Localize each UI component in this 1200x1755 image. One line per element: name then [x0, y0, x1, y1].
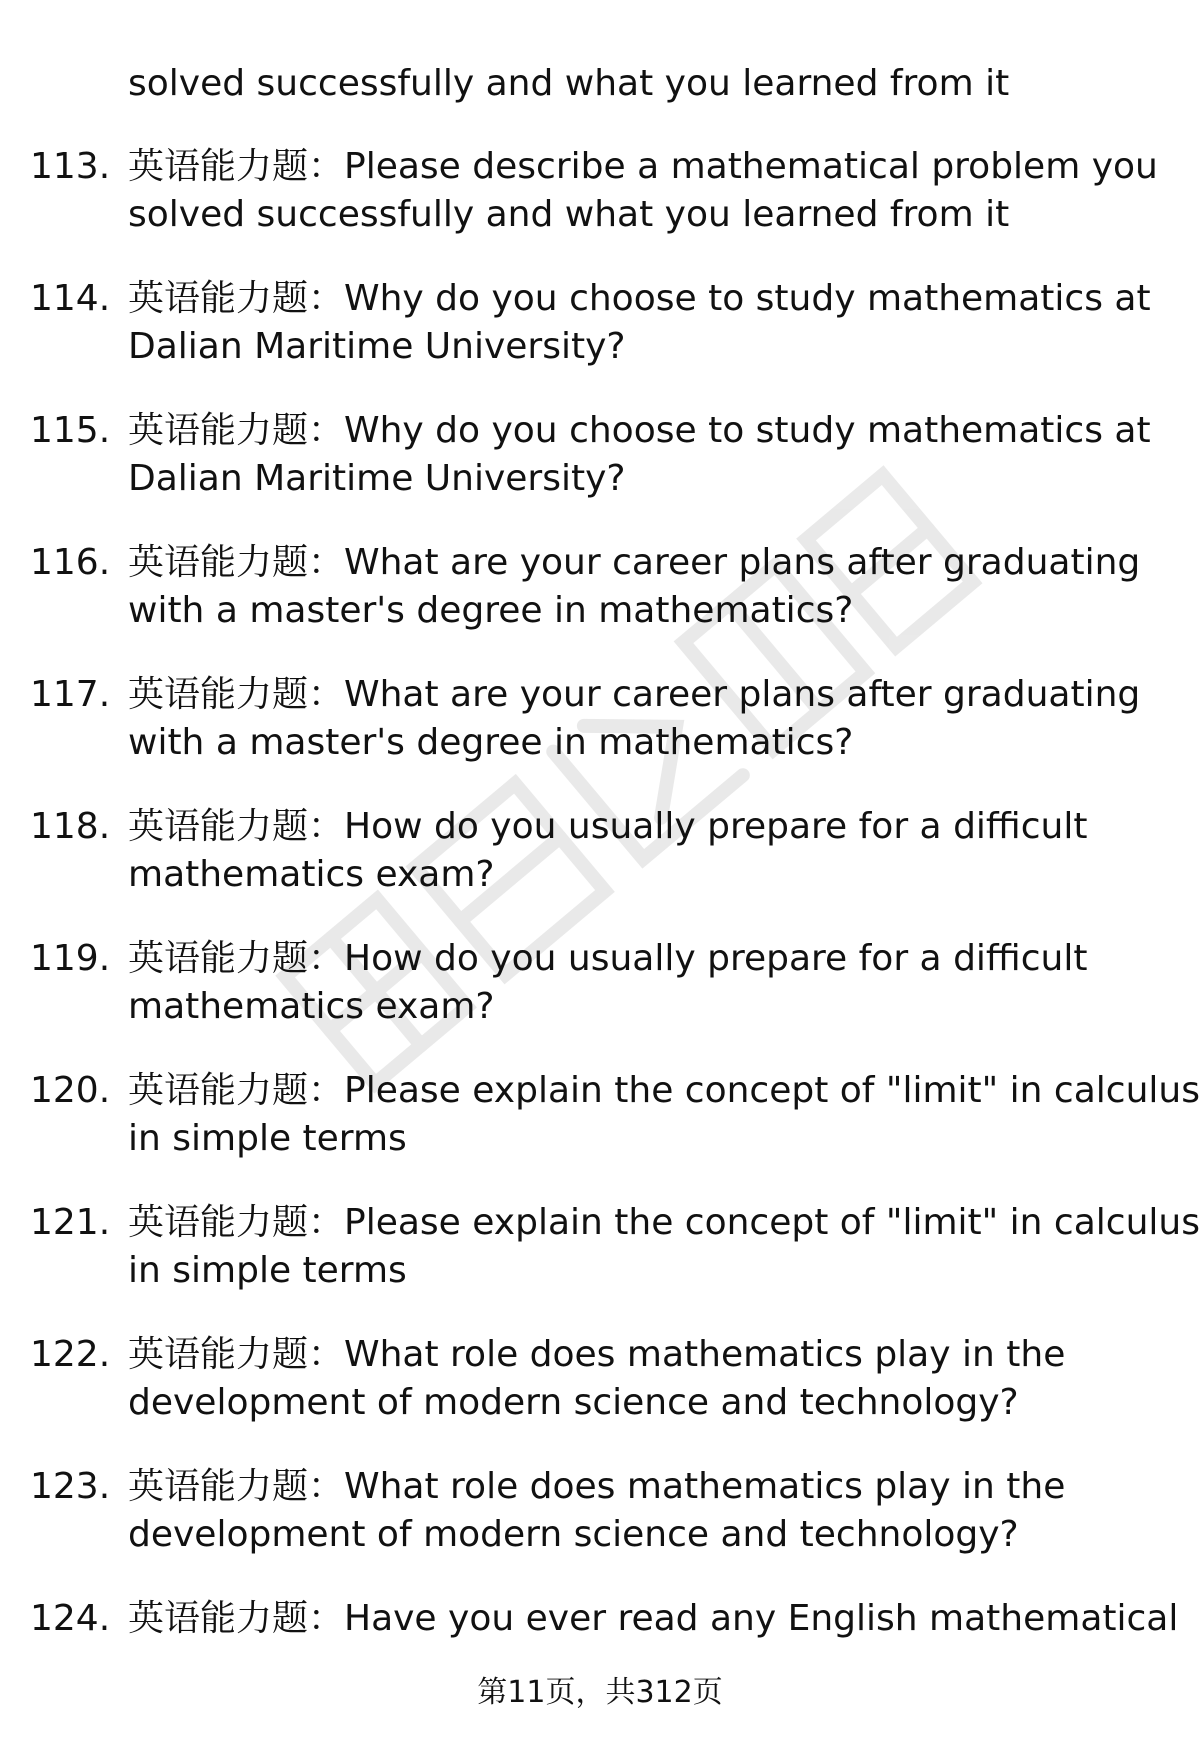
question-number: 113. — [30, 146, 111, 187]
question-list — [0, 143, 1200, 1727]
page-footer: 第11页，共312页 — [477, 1675, 723, 1710]
question-line-2: solved successfully and what you learned from it — [128, 194, 1010, 235]
question-item — [0, 275, 1200, 407]
question-text — [128, 671, 1168, 767]
question-line-1: 英语能力题：Please explain the concept of "limit" in calculus — [128, 1070, 1200, 1111]
question-text — [128, 539, 1168, 635]
question-line-2: development of modern science and technology? — [128, 1514, 1019, 1555]
question-item — [0, 143, 1200, 275]
question-line-2: Dalian Maritime University? — [128, 326, 626, 367]
question-number: 114. — [30, 278, 111, 319]
question-number: 120. — [30, 1070, 111, 1111]
question-line-1: 英语能力题：Why do you choose to study mathematics at — [128, 410, 1151, 451]
question-text — [128, 1199, 1200, 1295]
question-text — [128, 275, 1168, 371]
question-line-1: 英语能力题：What role does mathematics play in the — [128, 1334, 1066, 1375]
question-line-2: in simple terms — [128, 1118, 407, 1159]
question-line-1: 英语能力题：How do you usually prepare for a difficult — [128, 938, 1088, 979]
question-item — [0, 935, 1200, 1067]
question-text — [128, 143, 1168, 239]
question-number: 123. — [30, 1466, 111, 1507]
question-line-1: 英语能力题：What are your career plans after graduating — [128, 674, 1141, 715]
question-line-1: 英语能力题：Please describe a mathematical problem you — [128, 146, 1158, 187]
question-line-2: mathematics exam? — [128, 986, 495, 1027]
question-item — [0, 803, 1200, 935]
question-line-1: 英语能力题：Why do you choose to study mathematics at — [128, 278, 1151, 319]
question-item — [0, 1199, 1200, 1331]
question-line-1: 英语能力题：What are your career plans after graduating — [128, 542, 1141, 583]
question-number: 116. — [30, 542, 111, 583]
question-number: 115. — [30, 410, 111, 451]
question-line-1: 英语能力题：How do you usually prepare for a difficult — [128, 806, 1088, 847]
question-text — [128, 407, 1168, 503]
question-item — [0, 671, 1200, 803]
question-number: 118. — [30, 806, 111, 847]
question-number: 119. — [30, 938, 111, 979]
question-number: 124. — [30, 1598, 111, 1639]
question-text — [128, 1067, 1200, 1163]
question-number: 122. — [30, 1334, 111, 1375]
question-line-2: development of modern science and technology? — [128, 1382, 1019, 1423]
continuation-line: solved successfully and what you learned from it — [128, 63, 1010, 104]
question-line-2: with a master's degree in mathematics? — [128, 590, 854, 631]
question-text — [128, 1595, 1179, 1643]
question-line-2: in simple terms — [128, 1250, 407, 1291]
question-text — [128, 803, 1168, 899]
question-line-1: 英语能力题：Please explain the concept of "limit" in calculus — [128, 1202, 1200, 1243]
question-text — [128, 935, 1168, 1031]
question-line-1: 英语能力题：What role does mathematics play in the — [128, 1466, 1066, 1507]
question-text — [128, 1463, 1168, 1559]
question-item — [0, 407, 1200, 539]
question-text — [128, 1331, 1168, 1427]
question-item — [0, 1067, 1200, 1199]
question-number: 117. — [30, 674, 111, 715]
question-item — [0, 539, 1200, 671]
question-line-1: 英语能力题：Have you ever read any English mathematical — [128, 1598, 1179, 1639]
question-number: 121. — [30, 1202, 111, 1243]
question-line-2: Dalian Maritime University? — [128, 458, 626, 499]
question-line-2: mathematics exam? — [128, 854, 495, 895]
question-item — [0, 1463, 1200, 1595]
question-line-2: with a master's degree in mathematics? — [128, 722, 854, 763]
question-item — [0, 1331, 1200, 1463]
